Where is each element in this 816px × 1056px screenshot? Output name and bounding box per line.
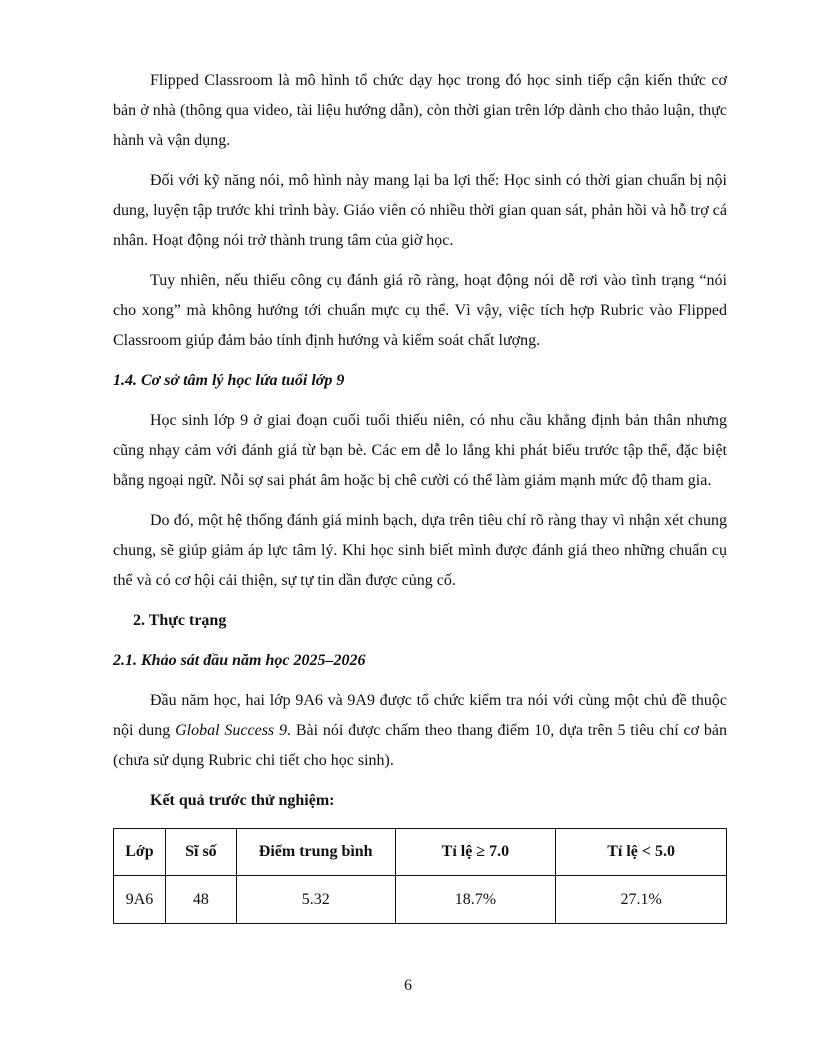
paragraph-psychology-1: Học sinh lớp 9 ở giai đoạn cuối tuổi thiếu niên, có nhu cầu khẳng định bản thân nhưng cũng nhạy cảm với đánh giá từ bạn bè. Các em dễ lo lắng khi phát biểu trước tập thể, đặc biệt bằng ngoại ngữ. Nỗi sợ sai phát âm hoặc bị chê cười có thể làm giảm mạnh mức độ tham gia.	[113, 412, 727, 489]
header-rate-high: Tỉ lệ ≥ 7.0	[395, 829, 556, 876]
survey-text-a: Đầu năm học, hai lớp 9A6 và 9A9 được tổ chức kiểm tra nói với cùng một chủ đề thuộc nội dung	[113, 692, 727, 739]
cell-class: 9A6	[114, 876, 166, 924]
cell-rate-high: 18.7%	[395, 876, 556, 924]
header-rate-low: Tỉ lệ < 5.0	[556, 829, 727, 876]
table-caption: Kết quả trước thử nghiệm:	[150, 792, 335, 809]
page-number: 6	[404, 977, 412, 994]
paragraph-psychology-2: Do đó, một hệ thống đánh giá minh bạch, dựa trên tiêu chí rõ ràng thay vì nhận xét chung chung, sẽ giúp giảm áp lực tâm lý. Khi học sinh biết mình được đánh giá theo những chuẩn cụ thể và có cơ hội cải thiện, sự tự tin dần được củng cố.	[113, 512, 727, 589]
table-row	[114, 876, 727, 924]
cell-size: 48	[165, 876, 236, 924]
heading-2-1: 2.1. Khảo sát đầu năm học 2025–2026	[113, 652, 366, 669]
cell-rate-low: 27.1%	[556, 876, 727, 924]
cell-average: 5.32	[236, 876, 395, 924]
table-header-row	[114, 829, 727, 876]
page-content	[113, 66, 727, 924]
paragraph-speaking-benefits: Đối với kỹ năng nói, mô hình này mang lại ba lợi thế: Học sinh có thời gian chuẩn bị nội dung, luyện tập trước khi trình bày. Giáo viên có nhiều thời gian quan sát, phản hồi và hỗ trợ cá nhân. Hoạt động nói trở thành trung tâm của giờ học.	[113, 172, 727, 249]
header-class: Lớp	[114, 829, 166, 876]
paragraph-flipped-definition: Flipped Classroom là mô hình tổ chức dạy học trong đó học sinh tiếp cận kiến thức cơ bản ở nhà (thông qua video, tài liệu hướng dẫn), còn thời gian trên lớp dành cho thảo luận, thực hành và vận dụng.	[113, 72, 727, 149]
paragraph-survey	[113, 686, 727, 776]
paragraph-rubric-integration: Tuy nhiên, nếu thiếu công cụ đánh giá rõ ràng, hoạt động nói dễ rơi vào tình trạng “nói cho xong” mà không hướng tới chuẩn mực cụ thể. Vì vậy, việc tích hợp Rubric vào Flipped Classroom giúp đảm bảo tính định hướng và kiểm soát chất lượng.	[113, 272, 727, 349]
heading-1-4: 1.4. Cơ sở tâm lý học lứa tuổi lớp 9	[113, 372, 345, 389]
results-table	[113, 828, 727, 924]
header-average: Điểm trung bình	[236, 829, 395, 876]
survey-text-b: . Bài nói được chấm theo thang điểm 10, dựa trên 5 tiêu chí cơ bản (chưa sử dụng Rubric chi tiết cho học sinh).	[113, 722, 728, 769]
heading-2: 2. Thực trạng	[133, 612, 227, 629]
header-size: Sĩ số	[165, 829, 236, 876]
textbook-title: Global Success 9	[175, 722, 287, 739]
